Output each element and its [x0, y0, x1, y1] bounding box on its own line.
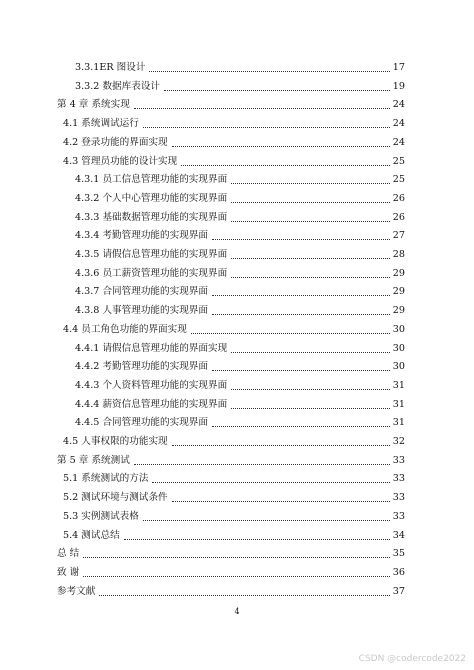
toc-dot-leader [124, 538, 390, 540]
toc-entry-label: 4.4.2 考勤管理功能的实现界面 [75, 361, 208, 373]
toc-entry-page: 29 [392, 267, 405, 279]
toc-dot-leader [231, 388, 390, 390]
toc-entry[interactable] [75, 264, 405, 280]
toc-dot-leader [212, 294, 390, 296]
toc-entry[interactable] [75, 170, 405, 186]
toc-entry[interactable] [75, 339, 405, 355]
toc-entry-page: 30 [392, 323, 405, 335]
toc-dot-leader [191, 332, 390, 334]
toc-entry-label: 4.4.5 合同管理功能的实现界面 [75, 417, 208, 429]
toc-entry[interactable] [75, 226, 405, 242]
toc-entry-page: 33 [392, 454, 405, 466]
toc-dot-leader [143, 126, 390, 128]
toc-entry-label: 3.3.1ER 图设计 [75, 62, 146, 73]
toc-dot-leader [172, 500, 390, 502]
toc-entry-label: 4.3 管理员功能的设计实现 [63, 155, 178, 167]
toc-entry-page: 30 [392, 342, 405, 354]
toc-entry-label: 4.3.8 人事管理功能的实现界面 [75, 305, 208, 317]
toc-entry-page: 33 [392, 473, 405, 485]
toc-dot-leader [143, 519, 390, 521]
toc-entry-page: 17 [392, 62, 405, 73]
toc-entry-label: 5.1 系统测试的方法 [63, 473, 149, 485]
toc-entry-page: 19 [392, 80, 405, 92]
toc-dot-leader [149, 70, 389, 72]
toc-entry[interactable] [75, 77, 405, 93]
toc-entry-label: 3.3.2 数据库表设计 [75, 80, 161, 92]
toc-entry-label: 5.4 测试总结 [63, 529, 120, 541]
toc-entry-page: 24 [392, 118, 405, 130]
toc-entry-page: 31 [392, 379, 405, 391]
toc-entry-label: 第 5 章 系统测试 [57, 454, 130, 466]
toc-entry-label: 4.4.1 请假信息管理功能的界面实现 [75, 342, 228, 354]
page-number: 4 [234, 607, 240, 616]
toc-dot-leader [181, 164, 390, 166]
toc-entry-label: 5.3 实例测试表格 [63, 510, 139, 522]
toc-entry-page: 28 [392, 249, 405, 260]
toc-entry-label: 4.3.3 基础数据管理功能的实现界面 [75, 211, 228, 223]
toc-entry-label: 4.4.3 个人资料管理功能的实现界面 [75, 379, 228, 391]
toc-entry[interactable] [63, 526, 405, 542]
toc-dot-leader [212, 369, 390, 371]
toc-dot-leader [172, 444, 390, 446]
toc-entry-page: 30 [392, 361, 405, 373]
toc-entry-page: 29 [392, 286, 405, 298]
toc-dot-leader [231, 257, 390, 259]
toc-dot-leader [99, 594, 389, 596]
toc-entry[interactable] [63, 114, 405, 130]
toc-dot-leader [212, 238, 390, 240]
toc-entry-page: 25 [392, 174, 405, 186]
toc-dot-leader [83, 556, 390, 558]
toc-dot-leader [231, 407, 390, 409]
toc-entry[interactable] [75, 245, 405, 261]
toc-entry-page: 33 [392, 510, 405, 522]
toc-dot-leader [83, 575, 390, 577]
toc-entry-label: 4.3.6 员工薪资管理功能的实现界面 [75, 267, 228, 279]
toc-entry-page: 25 [392, 155, 405, 167]
toc-entry-label: 参考文献 [57, 585, 96, 597]
toc-entry[interactable] [75, 413, 405, 429]
watermark: CSDN @codercode2022 [358, 654, 466, 664]
toc-entry-page: 35 [392, 548, 405, 560]
toc-entry[interactable] [57, 95, 405, 111]
toc-entry-page: 33 [392, 492, 405, 504]
toc-entry-label: 4.2 登录功能的界面实现 [63, 136, 168, 148]
toc-dot-leader [231, 276, 390, 278]
toc-dot-leader [231, 201, 390, 203]
toc-entry[interactable] [63, 432, 405, 448]
toc-entry-label: 5.2 测试环境与测试条件 [63, 492, 168, 504]
toc-entry-label: 4.1 系统调试运行 [63, 118, 139, 130]
toc-entry-label: 4.3.2 个人中心管理功能的实现界面 [75, 192, 228, 204]
toc-entry[interactable] [75, 395, 405, 411]
toc-entry[interactable] [63, 320, 405, 336]
toc-entry-page: 31 [392, 398, 405, 410]
toc-entry-label: 4.4 员工角色功能的界面实现 [63, 323, 187, 335]
toc-entry-label: 4.3.4 考勤管理功能的实现界面 [75, 230, 208, 242]
toc-entry-label: 4.3.7 合同管理功能的实现界面 [75, 286, 208, 298]
toc-entry-label: 总 结 [57, 548, 80, 560]
toc-entry-label: 致 谢 [57, 566, 80, 578]
toc-entry[interactable] [75, 58, 405, 74]
toc-entry-page: 27 [392, 230, 405, 242]
toc-entry-page: 37 [392, 585, 405, 597]
toc-entry[interactable] [75, 301, 405, 317]
toc-dot-leader [231, 182, 390, 184]
toc-entry[interactable] [63, 488, 405, 504]
toc-entry-page: 24 [392, 136, 405, 148]
toc-dot-leader [134, 107, 390, 109]
toc-entry[interactable] [75, 189, 405, 205]
toc-entry-page: 36 [392, 566, 405, 578]
toc-entry[interactable] [57, 544, 405, 560]
toc-entry-page: 34 [392, 529, 405, 541]
toc-entry[interactable] [63, 152, 405, 168]
toc-entry[interactable] [75, 282, 405, 298]
toc-entry[interactable] [63, 507, 405, 523]
toc-entry-page: 32 [392, 436, 405, 447]
toc-entry-page: 26 [392, 211, 405, 223]
toc-entry[interactable] [57, 451, 405, 467]
toc-dot-leader [152, 481, 389, 483]
toc-dot-leader [164, 89, 390, 91]
toc-entry-label: 4.4.4 薪资信息管理功能的实现界面 [75, 398, 228, 410]
toc-entry[interactable] [75, 376, 405, 392]
toc-entry[interactable] [75, 357, 405, 373]
toc-entry-label: 4.5 人事权限的功能实现 [63, 436, 168, 447]
toc-entry-label: 第 4 章 系统实现 [57, 99, 130, 111]
toc-entry-page: 26 [392, 192, 405, 204]
toc-entry[interactable] [63, 469, 405, 485]
toc-dot-leader [212, 425, 390, 427]
toc-dot-leader [172, 145, 390, 147]
toc-dot-leader [231, 220, 390, 222]
toc-entry-page: 24 [392, 99, 405, 111]
toc-entry[interactable] [57, 563, 405, 579]
toc-entry-label: 4.3.5 请假信息管理功能的实现界面 [75, 249, 228, 260]
toc-dot-leader [134, 463, 390, 465]
toc-dot-leader [212, 313, 390, 315]
toc-entry-label: 4.3.1 员工信息管理功能的实现界面 [75, 174, 228, 186]
toc-dot-leader [231, 351, 390, 353]
toc-entry[interactable] [63, 133, 405, 149]
toc-entry-page: 31 [392, 417, 405, 429]
toc-entry-page: 29 [392, 305, 405, 317]
toc-entry[interactable] [75, 208, 405, 224]
toc-entry[interactable] [57, 582, 405, 598]
